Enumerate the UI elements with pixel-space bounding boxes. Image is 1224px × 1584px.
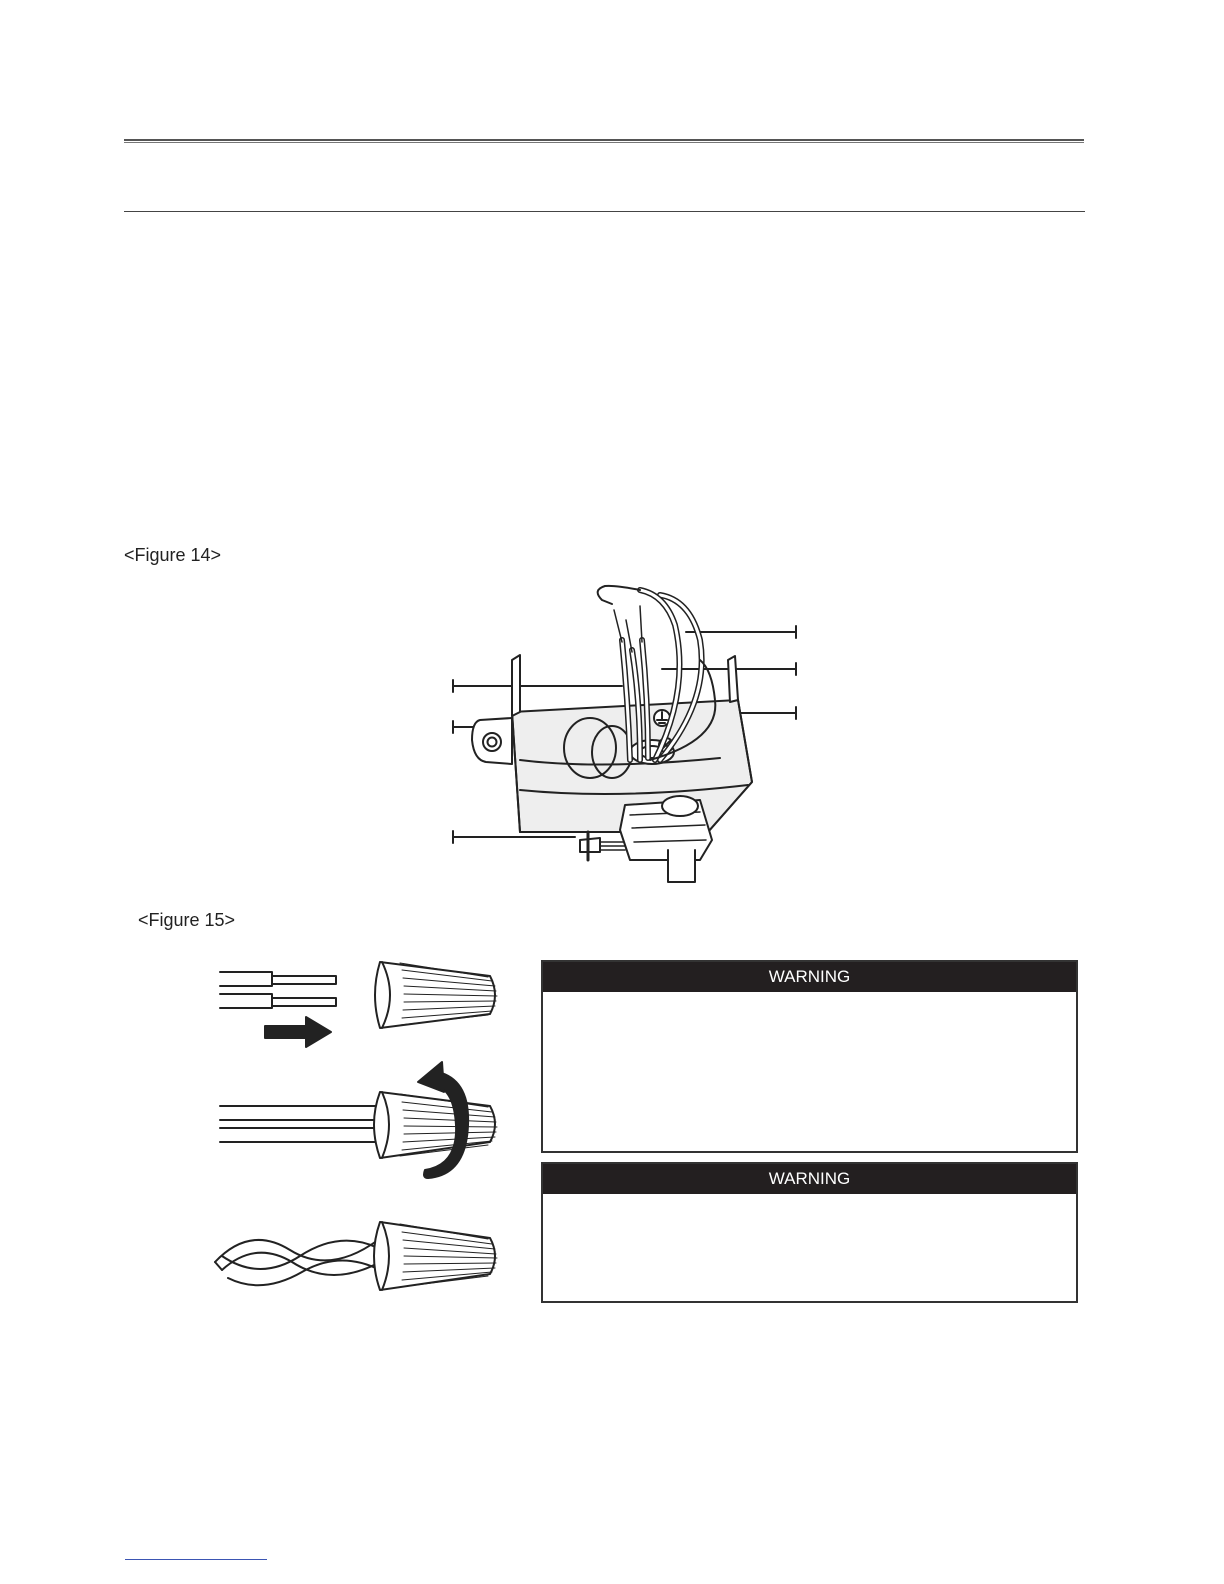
warning-heading: WARNING [543, 962, 1076, 992]
figure-15-wire-nut-steps-illustration [205, 950, 505, 1300]
warning-box [541, 1162, 1078, 1303]
footer-rule [125, 1559, 267, 1560]
step-2-twisting-wires [220, 1062, 497, 1178]
figure-14-junction-box-illustration [440, 575, 820, 885]
figure-14-caption: <Figure 14> [124, 545, 222, 565]
figure-15-caption: <Figure 15> [138, 910, 236, 930]
push-arrow-icon [265, 1017, 331, 1047]
warning-heading: WARNING [543, 1164, 1076, 1194]
header-single-rule [124, 211, 1085, 212]
warning-box [541, 960, 1078, 1153]
step-1-stripped-wires [220, 972, 336, 1008]
step-1-wire-nut-icon [375, 962, 497, 1028]
header-double-rule [124, 139, 1084, 143]
step-3-twisted-wires [215, 1222, 497, 1290]
